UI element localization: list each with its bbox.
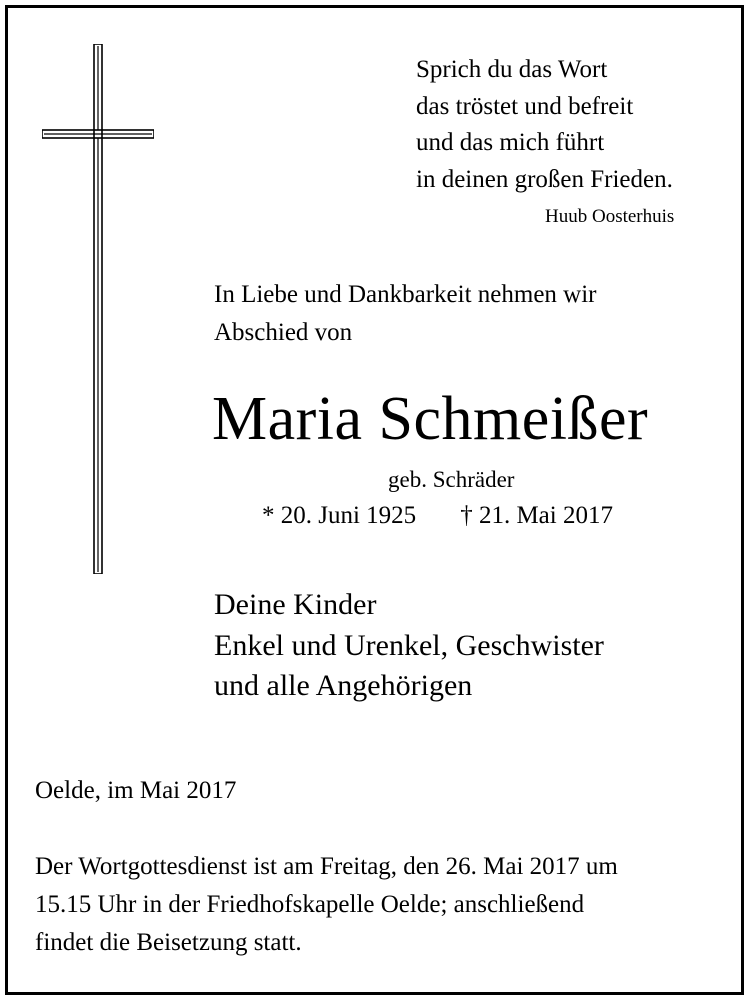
service-info [35, 848, 618, 962]
mourners-line: Enkel und Urenkel, Geschwister [214, 628, 604, 662]
service-line: Der Wortgottesdienst ist am Freitag, den 26. Mai 2017 um [35, 853, 618, 880]
cross-icon [42, 44, 154, 574]
deceased-name: Maria Schmeißer [212, 385, 649, 453]
poem [416, 52, 673, 198]
mourners [214, 585, 604, 707]
poem-line: Sprich du das Wort [416, 56, 608, 83]
birth-symbol: * [262, 502, 275, 529]
intro-line: Abschied von [214, 319, 353, 346]
service-line: 15.15 Uhr in der Friedhofskapelle Oelde; anschließend [35, 891, 585, 918]
birth-name: geb. Schräder [388, 467, 515, 492]
intro-text [214, 276, 597, 352]
poem-author: Huub Oosterhuis [545, 206, 675, 227]
poem-line: und das mich führt [416, 129, 605, 156]
intro-line: In Liebe und Dankbarkeit nehmen wir [214, 281, 597, 308]
poem-line: in deinen großen Frieden. [416, 165, 673, 193]
life-dates [262, 502, 613, 530]
service-line: findet die Beisetzung statt. [35, 929, 302, 956]
place-date: Oelde, im Mai 2017 [35, 777, 237, 804]
death-symbol: † [460, 502, 473, 529]
mourners-line: und alle Angehörigen [214, 669, 473, 702]
birth-date: 20. Juni 1925 [280, 502, 417, 529]
mourners-line: Deine Kinder [214, 588, 377, 621]
poem-line: das tröstet und befreit [416, 92, 634, 120]
death-date: 21. Mai 2017 [478, 502, 613, 529]
